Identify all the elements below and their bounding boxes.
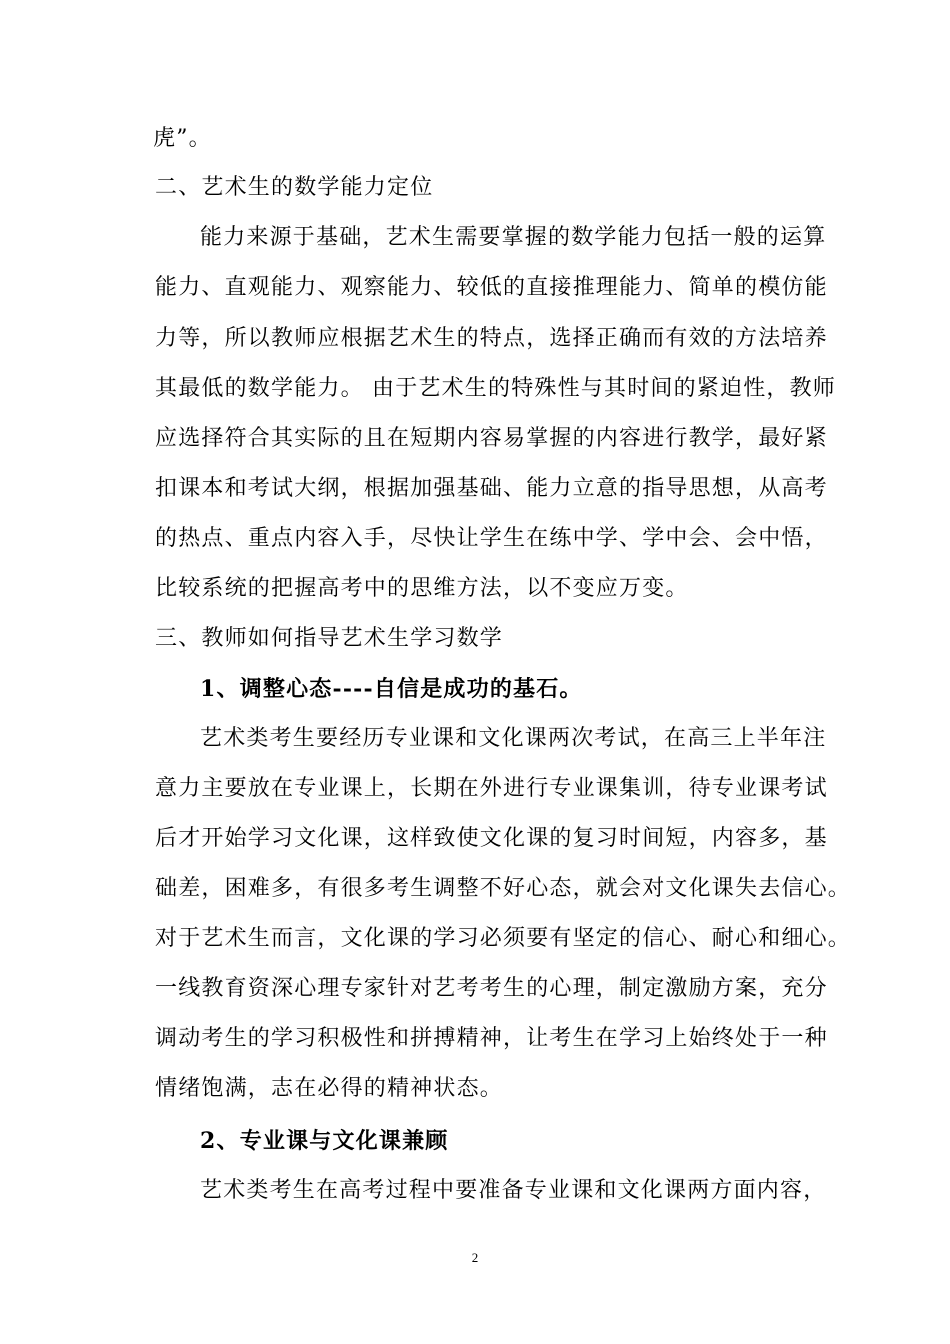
paragraph-line: 比较系统的把握高考中的思维方法，以不变应万变。	[155, 576, 689, 601]
paragraph-line: 应选择符合其实际的且在短期内容易掌握的内容进行教学，最好紧	[155, 426, 828, 451]
paragraph-line: 艺术类考生要经历专业课和文化课两次考试，在高三上半年注	[200, 726, 827, 751]
paragraph-line: 扣课本和考试大纲，根据加强基础、能力立意的指导思想，从高考	[155, 476, 828, 501]
paragraph-line: 一线教育资深心理专家针对艺考考生的心理，制定激励方案，充分	[155, 976, 828, 1001]
section-heading: 二、艺术生的数学能力定位	[155, 175, 434, 200]
section-heading: 三、教师如何指导艺术生学习数学	[155, 626, 504, 651]
paragraph-line: 的热点、重点内容入手，尽快让学生在练中学、学中会、会中悟，	[155, 526, 828, 551]
page-number: 2	[471, 1250, 479, 1265]
text-line: 虎”。	[153, 126, 212, 151]
paragraph-line: 其最低的数学能力。 由于艺术生的特殊性与其时间的紧迫性，教师	[155, 376, 836, 401]
subsection-heading: 1、调整心态----自信是成功的基石。	[200, 676, 583, 702]
subsection-heading: 2、专业课与文化课兼顾	[200, 1128, 449, 1154]
paragraph-line: 艺术类考生在高考过程中要准备专业课和文化课两方面内容，	[200, 1178, 827, 1203]
paragraph-line: 后才开始学习文化课，这样致使文化课的复习时间短，内容多，基	[155, 826, 828, 851]
paragraph-line: 对于艺术生而言，文化课的学习必须要有坚定的信心、耐心和细心。	[155, 926, 852, 951]
paragraph-line: 能力、直观能力、观察能力、较低的直接推理能力、简单的模仿能	[155, 275, 828, 300]
paragraph-line: 能力来源于基础，艺术生需要掌握的数学能力包括一般的运算	[200, 225, 827, 250]
paragraph-line: 情绪饱满，志在必得的精神状态。	[155, 1076, 504, 1101]
paragraph-line: 础差，困难多，有很多考生调整不好心态，就会对文化课失去信心。	[155, 876, 852, 901]
paragraph-line: 调动考生的学习积极性和拼搏精神，让考生在学习上始终处于一种	[155, 1026, 828, 1051]
paragraph-line: 力等，所以教师应根据艺术生的特点，选择正确而有效的方法培养	[155, 326, 828, 351]
paragraph-line: 意力主要放在专业课上，长期在外进行专业课集训，待专业课考试	[155, 776, 828, 801]
